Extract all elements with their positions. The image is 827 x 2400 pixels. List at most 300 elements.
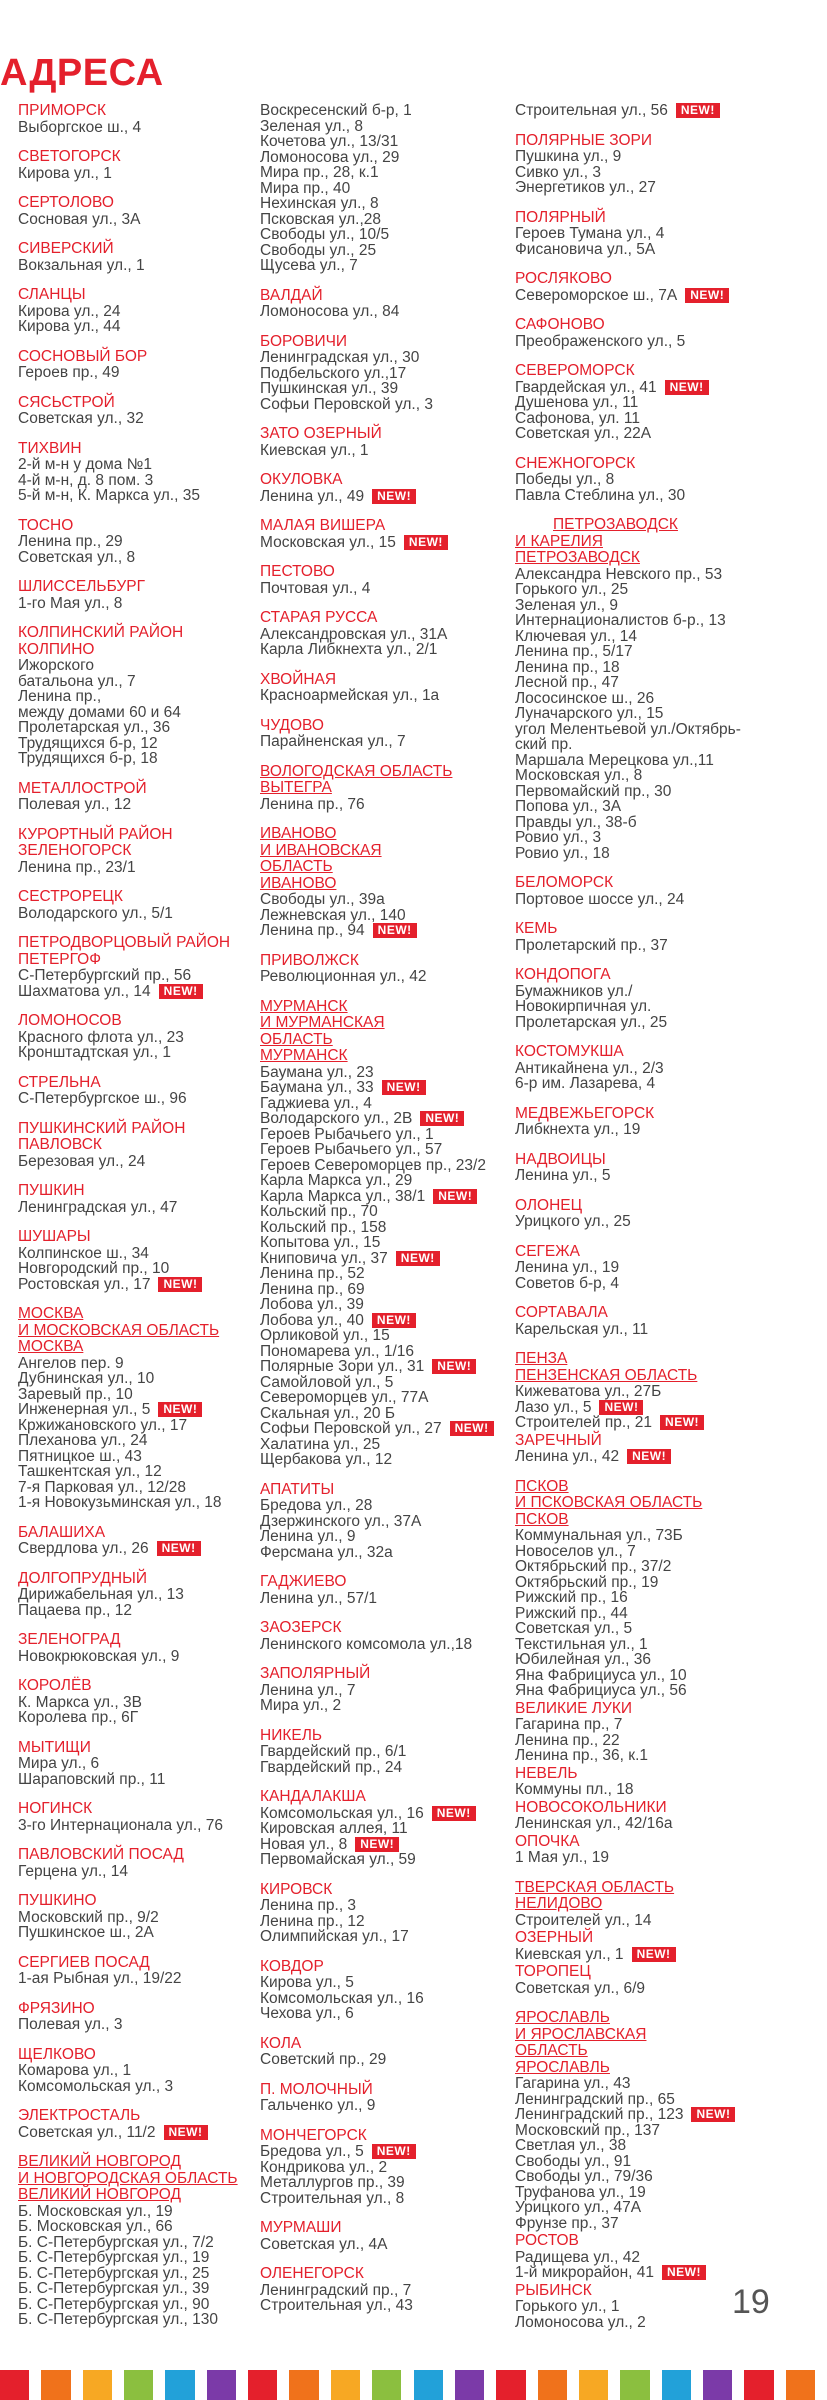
address-text: Олимпийская ул., 17 bbox=[260, 1928, 409, 1945]
address-text: Ленинградский пр., 65 bbox=[515, 2090, 675, 2108]
address-text: Металлургов пр., 39 bbox=[260, 2174, 405, 2191]
address-line bbox=[260, 350, 515, 366]
city-title: КОЛА bbox=[260, 2034, 302, 2052]
city-block bbox=[260, 826, 515, 939]
city-block bbox=[515, 271, 815, 303]
city-block bbox=[515, 1305, 815, 1337]
address-text: Новокирпичная ул. bbox=[515, 998, 652, 1015]
address-line bbox=[515, 1575, 815, 1591]
address-line bbox=[260, 397, 515, 413]
address-text: Книповича ул., 37 bbox=[260, 1249, 388, 1267]
city-block bbox=[515, 921, 815, 953]
address-line bbox=[260, 227, 515, 243]
address-text: Павла Стеблина ул., 30 bbox=[515, 486, 686, 504]
address-line bbox=[515, 722, 815, 738]
address-text: Полевая ул., 12 bbox=[18, 796, 132, 813]
address-text: Королева пр., 6Г bbox=[18, 1709, 139, 1726]
address-line bbox=[18, 2063, 273, 2079]
address-text: Душенова ул., 11 bbox=[515, 394, 639, 411]
address-text: Ферсмана ул., 32а bbox=[260, 1543, 393, 1561]
address-line bbox=[260, 1220, 515, 1236]
address-text: Ленина пр., 94 bbox=[260, 922, 365, 939]
address-text: Софьи Перовской ул., 27 bbox=[260, 1420, 442, 1437]
city-title: ВАЛДАЙ bbox=[260, 286, 323, 304]
city-title: МУРМАНСК bbox=[260, 997, 348, 1015]
address-line bbox=[18, 751, 273, 767]
address-line bbox=[515, 1782, 815, 1798]
address-text: Александровская ул., 31А bbox=[260, 625, 448, 643]
address-text: Лазо ул., 5 bbox=[515, 1398, 592, 1416]
city-title: СЛАНЦЫ bbox=[18, 286, 86, 303]
address-text: Яна Фабрициуса ул., 56 bbox=[515, 1682, 687, 1699]
city-title: ПУШКИН bbox=[18, 1182, 85, 1199]
city-title: КОВДОР bbox=[260, 1957, 324, 1975]
city-title: ШУШАРЫ bbox=[18, 1228, 91, 1245]
address-line bbox=[18, 1045, 273, 1061]
address-text: Б. С-Петербургская ул., 130 bbox=[18, 2311, 219, 2328]
address-line bbox=[515, 2200, 815, 2216]
city-block bbox=[515, 1834, 815, 1866]
color-stripe bbox=[41, 2370, 70, 2400]
address-text: Сосновая ул., 3А bbox=[18, 210, 141, 228]
address-text: Б. С-Петербургская ул., 19 bbox=[18, 2249, 210, 2266]
city-block bbox=[260, 103, 515, 274]
city-title: ТВЕРСКАЯ ОБЛАСТЬ bbox=[515, 1878, 675, 1896]
page-title: АДРЕСА bbox=[0, 52, 164, 94]
address-line bbox=[18, 319, 273, 335]
address-text: Шараповский пр., 11 bbox=[18, 1770, 166, 1788]
address-line bbox=[260, 1158, 515, 1174]
address-text: Пушкинское ш., 2А bbox=[18, 1924, 154, 1941]
address-line bbox=[18, 2312, 273, 2328]
address-text: Строителей ул., 14 bbox=[515, 1911, 652, 1929]
address-text: Фрунзе пр., 37 bbox=[515, 2214, 619, 2232]
address-line bbox=[515, 892, 815, 908]
address-text: Лобова ул., 40 bbox=[260, 1311, 364, 1329]
address-text: Героев Тумана ул., 4 bbox=[515, 225, 665, 242]
address-text: Щусева ул., 7 bbox=[260, 257, 358, 274]
address-text: Ленина пр., 36, к.1 bbox=[515, 1747, 648, 1764]
address-text: Скальная ул., 20 Б bbox=[260, 1404, 396, 1422]
city-title: ЧУДОВО bbox=[260, 716, 324, 734]
city-block bbox=[18, 195, 273, 227]
address-line bbox=[515, 1947, 815, 1963]
address-line bbox=[18, 1541, 273, 1557]
address-text: Свердлова ул., 26 bbox=[18, 1540, 149, 1557]
address-line bbox=[260, 2144, 515, 2160]
address-line bbox=[260, 2191, 515, 2207]
address-text: 4-й м-н, д. 8 пом. 3 bbox=[18, 471, 154, 489]
address-line bbox=[18, 2219, 273, 2235]
address-text: Щербакова ул., 12 bbox=[260, 1451, 393, 1468]
address-text: Кирова ул., 5 bbox=[260, 1974, 354, 1991]
new-badge: NEW! bbox=[676, 103, 720, 118]
color-stripe bbox=[538, 2370, 567, 2400]
address-text: Трудящихся б-р, 18 bbox=[18, 750, 158, 767]
address-line bbox=[515, 737, 815, 753]
address-text: Североморцев ул., 77А bbox=[260, 1389, 429, 1406]
city-block bbox=[18, 625, 273, 767]
city-title: ИВАНОВО bbox=[260, 825, 337, 842]
city-block bbox=[18, 2001, 273, 2033]
address-text: Новоселов ул., 7 bbox=[515, 1542, 636, 1560]
city-title: И ЯРОСЛАВСКАЯ bbox=[515, 2025, 647, 2043]
address-line bbox=[515, 288, 815, 304]
address-text: К. Маркса ул., 3В bbox=[18, 1693, 142, 1711]
city-block bbox=[18, 1801, 273, 1833]
address-line bbox=[260, 381, 515, 397]
address-text: Советский пр., 29 bbox=[260, 2051, 387, 2068]
address-line bbox=[515, 1260, 815, 1276]
address-line bbox=[18, 1200, 273, 1216]
color-stripe bbox=[289, 2370, 318, 2400]
address-line bbox=[260, 1328, 515, 1344]
city-block bbox=[18, 1955, 273, 1987]
address-line bbox=[515, 1122, 815, 1138]
color-stripe-bar bbox=[0, 2370, 827, 2400]
address-text: Воскресенский б-р, 1 bbox=[260, 102, 412, 119]
address-text: Энергетиков ул., 27 bbox=[515, 179, 656, 196]
city-title: МОСКВА bbox=[18, 1305, 84, 1322]
address-text: Героев пр., 49 bbox=[18, 364, 120, 381]
address-column-2 bbox=[260, 103, 515, 2328]
address-line bbox=[260, 181, 515, 197]
color-stripe bbox=[662, 2370, 691, 2400]
city-title: ТОСНО bbox=[18, 516, 74, 534]
address-text: Ленинская ул., 42/16а bbox=[515, 1815, 673, 1832]
address-text: Ленинградская ул., 47 bbox=[18, 1198, 178, 1216]
city-block bbox=[18, 2108, 273, 2140]
address-line bbox=[260, 1390, 515, 1406]
address-line bbox=[515, 2250, 815, 2266]
address-text: Ленинградская ул., 30 bbox=[260, 349, 420, 366]
address-line bbox=[515, 2216, 815, 2232]
address-text: Софьи Перовской ул., 3 bbox=[260, 395, 433, 413]
address-text: ский пр. bbox=[515, 736, 573, 753]
address-line bbox=[18, 1695, 273, 1711]
city-title: НОГИНСК bbox=[18, 1800, 93, 1817]
city-title: ГАДЖИЕВО bbox=[260, 1573, 347, 1590]
address-text: С-Петербургское ш., 96 bbox=[18, 1090, 187, 1107]
city-title: БАЛАШИХА bbox=[18, 1523, 106, 1541]
address-line bbox=[18, 473, 273, 489]
city-title: МЕДВЕЖЬЕГОРСК bbox=[515, 1104, 655, 1122]
city-block bbox=[260, 1959, 515, 2022]
city-block bbox=[260, 953, 515, 985]
address-line bbox=[260, 1514, 515, 1530]
new-badge: NEW! bbox=[373, 923, 417, 938]
city-title: СНЕЖНОГОРСК bbox=[515, 454, 636, 472]
new-badge: NEW! bbox=[432, 1806, 476, 1821]
new-badge: NEW! bbox=[372, 1313, 416, 1328]
address-line bbox=[515, 1276, 815, 1292]
address-line bbox=[515, 2185, 815, 2201]
address-text: батальона ул., 7 bbox=[18, 672, 136, 690]
address-line bbox=[18, 1772, 273, 1788]
city-title: СЕСТРОРЕЦК bbox=[18, 888, 123, 905]
address-line bbox=[260, 1204, 515, 1220]
address-text: 2-й м-н у дома №1 bbox=[18, 456, 152, 473]
city-block bbox=[18, 781, 273, 813]
address-text: Плеханова ул., 24 bbox=[18, 1432, 148, 1449]
city-block bbox=[515, 1479, 815, 1699]
address-text: Орликовой ул., 15 bbox=[260, 1327, 390, 1344]
address-text: Лобова ул., 39 bbox=[260, 1296, 364, 1313]
address-text: Свободы ул., 91 bbox=[515, 2152, 632, 2170]
address-text: 6-р им. Лазарева, 4 bbox=[515, 1075, 656, 1092]
city-block bbox=[515, 875, 815, 907]
address-text: Комарова ул., 1 bbox=[18, 2062, 132, 2079]
city-block bbox=[18, 935, 273, 999]
address-text: Красного флота ул., 23 bbox=[18, 1028, 184, 1046]
city-title: И ПСКОВСКАЯ ОБЛАСТЬ bbox=[515, 1494, 703, 1511]
city-block bbox=[515, 1152, 815, 1184]
address-text: Ленина пр., 22 bbox=[515, 1731, 620, 1749]
city-title: ПЕНЗА bbox=[515, 1350, 568, 1367]
city-title: СЕВЕРОМОРСК bbox=[515, 362, 635, 379]
address-text: 1-й микрорайон, 41 bbox=[515, 2264, 655, 2281]
address-line bbox=[260, 2298, 515, 2314]
address-text: Баумана ул., 33 bbox=[260, 1079, 374, 1096]
address-line bbox=[18, 797, 273, 813]
address-line bbox=[515, 1850, 815, 1866]
address-text: Комсомольская ул., 3 bbox=[18, 2077, 174, 2095]
city-block bbox=[515, 1930, 815, 1962]
address-line bbox=[18, 2281, 273, 2297]
city-title: ПЕТРОДВОРЦОВЫЙ РАЙОН bbox=[18, 934, 231, 951]
address-text: 1-ая Рыбная ул., 19/22 bbox=[18, 1970, 182, 1987]
address-line bbox=[18, 1818, 273, 1834]
city-title: ЭЛЕКТРОСТАЛЬ bbox=[18, 2107, 141, 2124]
city-title: ПЕТРОЗАВОДСК bbox=[515, 549, 640, 566]
address-line bbox=[515, 1400, 815, 1416]
address-text: Антикайнена ул., 2/3 bbox=[515, 1059, 664, 1077]
address-text: Революционная ул., 42 bbox=[260, 968, 427, 985]
address-line bbox=[515, 753, 815, 769]
address-text: Инженерная ул., 5 bbox=[18, 1401, 151, 1418]
address-line bbox=[260, 1806, 515, 1822]
city-block bbox=[260, 1574, 515, 1606]
address-text: Шахматова ул., 14 bbox=[18, 982, 151, 1000]
new-badge: NEW! bbox=[159, 984, 203, 999]
address-text: Луначарского ул., 15 bbox=[515, 705, 664, 722]
city-block bbox=[260, 1882, 515, 1945]
city-title: ШЛИССЕЛЬБУРГ bbox=[18, 578, 145, 595]
address-text: Мира пр., 40 bbox=[260, 179, 351, 197]
address-line bbox=[260, 908, 515, 924]
address-line bbox=[515, 103, 815, 119]
color-stripe bbox=[703, 2370, 732, 2400]
address-line bbox=[515, 1981, 815, 1997]
new-badge: NEW! bbox=[685, 288, 729, 303]
address-text: Кольский пр., 70 bbox=[260, 1203, 378, 1220]
city-block bbox=[18, 1740, 273, 1788]
address-text: Лесной пр., 47 bbox=[515, 674, 619, 691]
address-line bbox=[260, 2175, 515, 2191]
address-text: Строительная ул., 43 bbox=[260, 2297, 413, 2314]
address-line bbox=[515, 1717, 815, 1733]
address-text: Московская ул., 15 bbox=[260, 533, 396, 551]
address-line bbox=[260, 1111, 515, 1127]
city-title: ЗАРЕЧНЫЙ bbox=[515, 1431, 602, 1449]
address-line bbox=[18, 411, 273, 427]
address-text: Гаджиева ул., 4 bbox=[260, 1094, 372, 1112]
address-text: Кронштадтская ул., 1 bbox=[18, 1044, 171, 1061]
address-line bbox=[515, 1559, 815, 1575]
city-title: МУРМАНСК bbox=[260, 1047, 348, 1064]
address-line bbox=[260, 1375, 515, 1391]
address-line bbox=[515, 1748, 815, 1764]
address-line bbox=[260, 1898, 515, 1914]
address-line bbox=[260, 1821, 515, 1837]
city-title: ЯРОСЛАВЛЬ bbox=[515, 2058, 610, 2076]
address-line bbox=[18, 674, 273, 690]
city-block bbox=[515, 2010, 815, 2231]
address-line bbox=[515, 1322, 815, 1338]
address-text: Юбилейная ул., 36 bbox=[515, 1651, 652, 1668]
address-text: Зеленая ул., 8 bbox=[260, 117, 364, 135]
address-text: Ленина пр., 76 bbox=[260, 795, 365, 813]
city-block bbox=[515, 317, 815, 349]
address-text: Зеленая ул., 9 bbox=[515, 596, 619, 614]
city-block bbox=[515, 967, 815, 1030]
address-text: Урицкого ул., 47А bbox=[515, 2199, 642, 2216]
address-line bbox=[18, 258, 273, 274]
address-text: Володарского ул., 2В bbox=[260, 1110, 413, 1127]
address-text: Ломоносова ул., 29 bbox=[260, 148, 400, 166]
address-text: Маршала Мерецкова ул.,11 bbox=[515, 751, 714, 769]
address-line bbox=[515, 1449, 815, 1465]
city-title: МОСКВА bbox=[18, 1338, 84, 1355]
address-text: Ленина пр., bbox=[18, 688, 102, 705]
city-block bbox=[515, 1351, 815, 1431]
city-title: КИРОВСК bbox=[260, 1880, 333, 1898]
address-text: Октябрьский пр., 37/2 bbox=[515, 1558, 672, 1575]
city-block bbox=[515, 1433, 815, 1465]
address-text: Самойловой ул., 5 bbox=[260, 1373, 394, 1391]
address-text: Заревый пр., 10 bbox=[18, 1385, 133, 1403]
address-text: Лежневская ул., 140 bbox=[260, 906, 406, 924]
address-line bbox=[515, 1214, 815, 1230]
address-line bbox=[515, 1913, 815, 1929]
address-line bbox=[515, 2076, 815, 2092]
address-line bbox=[515, 1590, 815, 1606]
address-text: Ленина пр., 29 bbox=[18, 533, 123, 550]
address-text: Герцена ул., 14 bbox=[18, 1862, 129, 1880]
address-line bbox=[18, 2125, 273, 2141]
address-line bbox=[515, 2315, 815, 2331]
city-title: ОПОЧКА bbox=[515, 1832, 580, 1850]
city-title: ПЕТРОЗАВОДСК bbox=[553, 516, 678, 533]
address-line bbox=[260, 1837, 515, 1853]
address-line bbox=[18, 2079, 273, 2095]
address-line bbox=[515, 846, 815, 862]
address-text: Строительная ул., 56 bbox=[515, 102, 668, 119]
address-text: 7-я Парковая ул., 12/28 bbox=[18, 1478, 186, 1496]
address-line bbox=[18, 1091, 273, 1107]
address-line bbox=[18, 2250, 273, 2266]
address-text: Советская ул., 22А bbox=[515, 425, 652, 442]
city-title: СЕГЕЖА bbox=[515, 1242, 580, 1260]
city-title: НЕВЕЛЬ bbox=[515, 1764, 578, 1782]
address-line bbox=[18, 1449, 273, 1465]
address-line bbox=[260, 366, 515, 382]
address-line bbox=[18, 1387, 273, 1403]
address-line bbox=[18, 550, 273, 566]
city-title: СТРЕЛЬНА bbox=[18, 1073, 101, 1091]
city-block bbox=[18, 395, 273, 427]
address-line bbox=[260, 1914, 515, 1930]
address-line bbox=[515, 2138, 815, 2154]
address-text: Подбельского ул.,17 bbox=[260, 364, 407, 382]
city-title: ВЕЛИКИЕ ЛУКИ bbox=[515, 1699, 632, 1717]
city-title: ЛОМОНОСОВ bbox=[18, 1012, 122, 1029]
city-block bbox=[18, 1306, 273, 1511]
address-text: Московский пр., 9/2 bbox=[18, 1908, 159, 1926]
address-line bbox=[515, 334, 815, 350]
address-line bbox=[260, 243, 515, 259]
address-line bbox=[260, 1683, 515, 1699]
city-block bbox=[515, 1880, 815, 1929]
address-text: Карла Маркса ул., 38/1 bbox=[260, 1187, 426, 1205]
city-title: ПСКОВ bbox=[515, 1477, 569, 1495]
color-stripe bbox=[414, 2370, 443, 2400]
address-line bbox=[18, 166, 273, 182]
address-line bbox=[18, 1756, 273, 1772]
city-title: ПЕТЕРГОФ bbox=[18, 950, 101, 968]
address-text: Кольский пр., 158 bbox=[260, 1218, 387, 1236]
address-line bbox=[18, 1433, 273, 1449]
city-block bbox=[515, 1800, 815, 1832]
address-text: Гагарина пр., 7 bbox=[515, 1716, 623, 1733]
address-text: Александра Невского пр., 53 bbox=[515, 565, 723, 583]
address-text: Халатина ул., 25 bbox=[260, 1435, 381, 1453]
city-title: ПУШКИНО bbox=[18, 1892, 97, 1909]
address-line bbox=[18, 304, 273, 320]
city-block bbox=[260, 1728, 515, 1776]
address-line bbox=[18, 2235, 273, 2251]
city-block bbox=[515, 2283, 815, 2331]
city-block bbox=[18, 241, 273, 273]
address-text: Мира ул., 6 bbox=[18, 1755, 100, 1772]
address-line bbox=[515, 999, 815, 1015]
address-line bbox=[18, 1649, 273, 1665]
city-block bbox=[18, 827, 273, 876]
address-text: Дубнинская ул., 10 bbox=[18, 1370, 155, 1387]
address-line bbox=[515, 1621, 815, 1637]
city-title: ПАВЛОВСК bbox=[18, 1136, 102, 1153]
address-text: Почтовая ул., 4 bbox=[260, 579, 371, 597]
address-line bbox=[260, 734, 515, 750]
address-line bbox=[515, 660, 815, 676]
new-badge: NEW! bbox=[627, 1449, 671, 1464]
city-block bbox=[260, 2266, 515, 2314]
city-block bbox=[18, 1525, 273, 1557]
address-line bbox=[260, 196, 515, 212]
city-title: МЫТИЩИ bbox=[18, 1738, 91, 1756]
city-title: ПСКОВ bbox=[515, 1510, 569, 1528]
address-text: Ленина ул., 9 bbox=[260, 1528, 356, 1545]
address-line bbox=[260, 489, 515, 505]
address-text: Героев Североморцев пр., 23/2 bbox=[260, 1156, 486, 1174]
address-line bbox=[260, 1591, 515, 1607]
address-text: Урицкого ул., 25 bbox=[515, 1213, 631, 1230]
address-text: Коммунальная ул., 73Б bbox=[515, 1527, 683, 1544]
address-line bbox=[260, 1498, 515, 1514]
address-text: Текстильная ул., 1 bbox=[515, 1635, 648, 1653]
address-text: Пушкинская ул., 39 bbox=[260, 380, 399, 397]
address-text: Либкнехта ул., 19 bbox=[515, 1121, 641, 1138]
